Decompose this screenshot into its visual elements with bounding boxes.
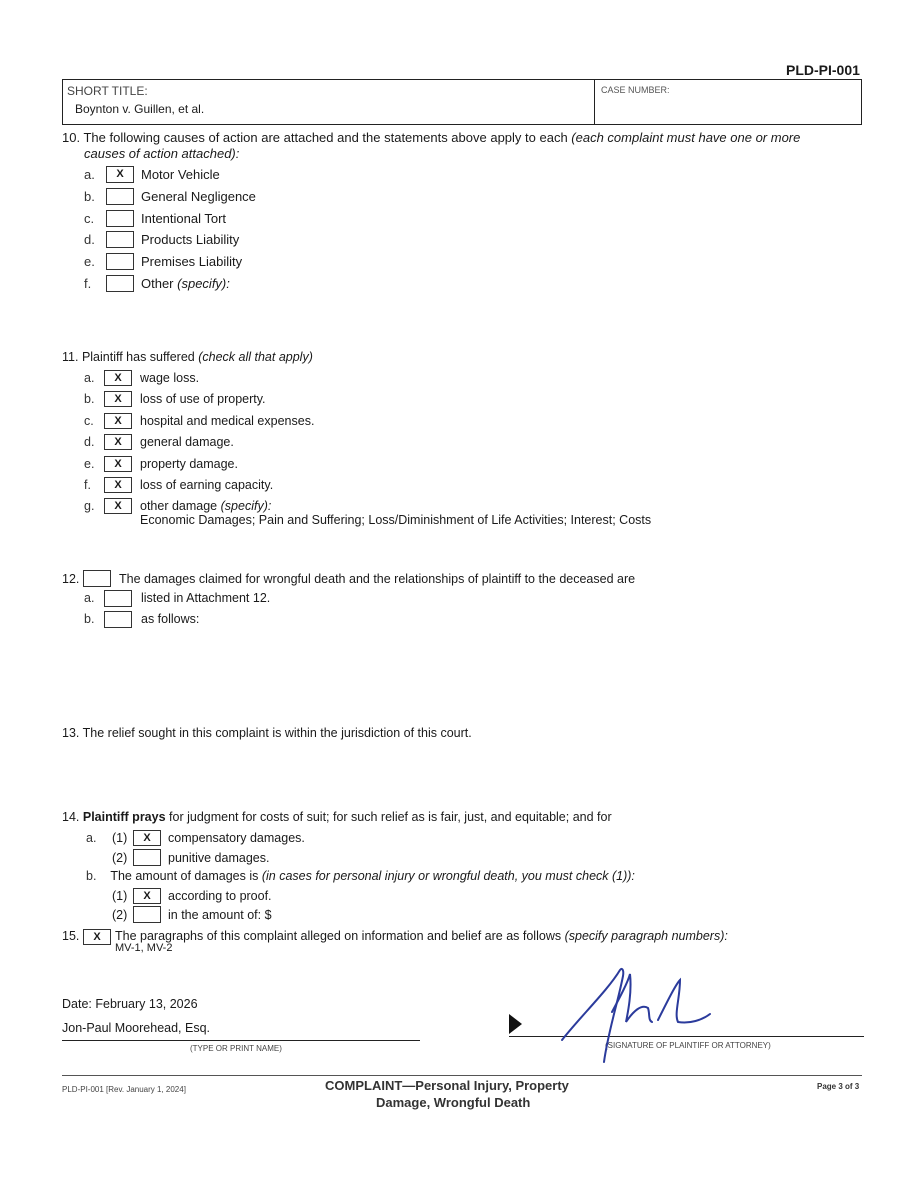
other-cause-checkbox[interactable] [106,275,134,292]
footer-page: Page 3 of 3 [817,1082,860,1091]
option-label: Motor Vehicle [141,167,220,182]
item10-note: causes of action attached): [84,146,240,161]
item14-a1-number: (1) [112,831,128,845]
short-title-label: SHORT TITLE: [67,84,148,98]
case-number-label: CASE NUMBER: [601,85,670,95]
option-label: general damage. [140,435,234,449]
item15-number: 15. [62,929,80,943]
item14-b-text: b. The amount of damages is (in cases for personal injury or wrongful death, you must check (1)): [86,869,635,883]
products-liability-checkbox[interactable] [106,231,134,248]
header-box [62,79,862,125]
option-label: Premises Liability [141,254,243,269]
premises-liability-checkbox[interactable] [106,253,134,270]
wage-loss-checkbox[interactable]: X [104,370,132,386]
option-label: loss of earning capacity. [140,478,274,492]
item12-text: The damages claimed for wrongful death and the relationships of plaintiff to the deceased are [119,572,636,586]
wrongful-death-checkbox[interactable] [83,570,111,587]
amount-checkbox[interactable] [133,906,161,923]
general-damage-checkbox[interactable]: X [104,434,132,450]
option-label: Intentional Tort [141,211,227,226]
information-belief-checkbox[interactable]: X [83,929,111,945]
earning-capacity-checkbox[interactable]: X [104,477,132,493]
option-label: listed in Attachment 12. [141,591,271,605]
item14-heading: 14. Plaintiff prays for judgment for costs of suit; for such relief as is fair, just, and equitable; and for [62,810,612,824]
according-to-proof-label: according to proof. [168,889,272,903]
item14-b1-number: (1) [112,889,128,903]
short-title-value: Boynton v. Guillen, et al. [75,102,205,116]
item13-text: 13. The relief sought in this complaint is within the jurisdiction of this court. [62,726,472,740]
as-follows-checkbox[interactable] [104,611,132,628]
item11-heading: 11. Plaintiff has suffered (check all that apply) [62,350,313,364]
signature-caption: (SIGNATURE OF PLAINTIFF OR ATTORNEY) [605,1041,771,1050]
punitive-damages-label: punitive damages. [168,851,270,865]
medical-expenses-checkbox[interactable]: X [104,413,132,429]
according-to-proof-checkbox[interactable]: X [133,888,161,904]
other-damage-checkbox[interactable]: X [104,498,132,514]
form-id: PLD-PI-001 [786,62,860,78]
footer-rule [62,1075,862,1076]
compensatory-damages-checkbox[interactable]: X [133,830,161,846]
date-line: Date: February 13, 2026 [62,997,198,1011]
item14-b2-number: (2) [112,908,128,922]
footer-title-line2: Damage, Wrongful Death [376,1095,531,1110]
item10-heading: 10. The following causes of action are attached and the statements above apply to each (each complaint must have one or more [62,130,801,145]
loss-of-use-checkbox[interactable]: X [104,391,132,407]
property-damage-checkbox[interactable]: X [104,456,132,472]
option-label: other damage (specify): [140,499,272,513]
option-label: as follows: [141,612,200,626]
signature[interactable] [550,962,720,1072]
arrow-icon [509,1014,523,1034]
footer-revision: PLD-PI-001 [Rev. January 1, 2024] [62,1085,186,1094]
motor-vehicle-checkbox[interactable]: X [106,166,134,183]
attachment-12-checkbox[interactable] [104,590,132,607]
option-label: Other (specify): [141,276,230,291]
item15-value[interactable]: MV-1, MV-2 [115,942,173,954]
general-negligence-checkbox[interactable] [106,188,134,205]
name-line [62,1040,420,1041]
option-label: wage loss. [140,371,200,385]
other-damage-text[interactable]: Economic Damages; Pain and Suffering; Loss/Diminishment of Life Activities; Interest; Costs [140,513,652,527]
compensatory-damages-label: compensatory damages. [168,831,305,845]
item14-a-letter: a. [86,831,97,845]
option-label: loss of use of property. [140,392,266,406]
option-label: General Negligence [141,189,256,204]
item14-a2-number: (2) [112,851,128,865]
intentional-tort-checkbox[interactable] [106,210,134,227]
amount-label: in the amount of: $ [168,908,272,922]
printed-name[interactable]: Jon-Paul Moorehead, Esq. [62,1021,211,1035]
footer-title-line1: COMPLAINT—Personal Injury, Property [325,1078,569,1093]
punitive-damages-checkbox[interactable] [133,849,161,866]
item12-number: 12. [62,572,80,586]
item15-text: The paragraphs of this complaint alleged on information and belief are as follows (specify paragraph numbers): [115,929,728,943]
option-label: hospital and medical expenses. [140,414,315,428]
option-label: property damage. [140,457,238,471]
option-label: Products Liability [141,232,240,247]
name-caption: (TYPE OR PRINT NAME) [190,1044,282,1053]
